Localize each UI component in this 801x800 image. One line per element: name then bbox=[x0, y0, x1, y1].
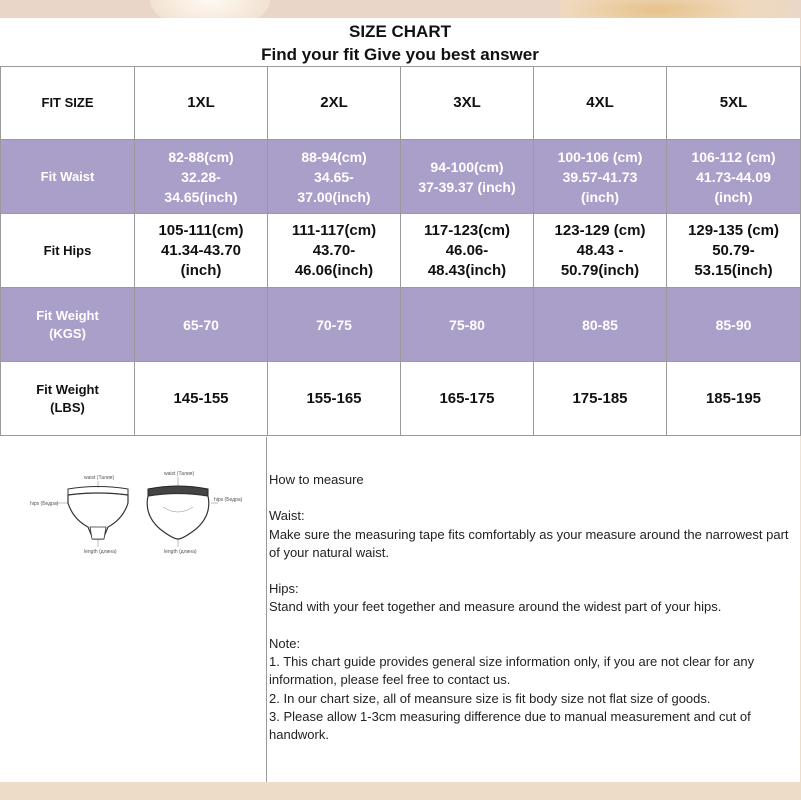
note-3: 3. Please allow 1-3cm measuring difference due to manual measurement and cut of handwork. bbox=[269, 708, 751, 743]
table-cell-line: 32.28- bbox=[181, 168, 221, 185]
table-cell bbox=[135, 214, 268, 288]
table-cell-line: 48.43 - bbox=[576, 241, 624, 259]
table-cell-line: 185-195 bbox=[705, 389, 762, 407]
row-label-line: (LBS) bbox=[50, 399, 85, 415]
table-cell bbox=[667, 288, 801, 362]
table-row bbox=[1, 288, 801, 362]
title-block bbox=[0, 18, 800, 66]
table-cell-line: (inch) bbox=[180, 261, 222, 279]
row-label-line: Fit Weight bbox=[36, 307, 99, 323]
table-cell bbox=[667, 214, 801, 288]
row-label bbox=[1, 362, 135, 436]
table-cell bbox=[534, 214, 667, 288]
waist-label-left: waist (Талия) bbox=[84, 475, 115, 481]
waist-text: Make sure the measuring tape fits comfortably as your measure around the narrowest part of your natural waist. bbox=[269, 526, 789, 560]
table-cell bbox=[135, 140, 268, 214]
table-cell-line: 46.06- bbox=[445, 241, 489, 259]
chart-subtitle: Find your fit Give you best answer bbox=[261, 45, 539, 64]
hips-label-left: hips (Бедра) bbox=[30, 501, 59, 507]
table-cell bbox=[534, 140, 667, 214]
table-cell-line: 129-135 (cm) bbox=[688, 221, 779, 239]
table-cell bbox=[401, 288, 534, 362]
row-label bbox=[1, 214, 135, 288]
instructions bbox=[269, 471, 797, 745]
table-cell-line: 37-39.37 (inch) bbox=[418, 178, 516, 195]
table-cell bbox=[268, 140, 401, 214]
table-cell-line: 43.70- bbox=[312, 241, 356, 259]
table-cell-line: 117-123(cm) bbox=[424, 221, 510, 239]
size-header-4xl: 4XL bbox=[534, 67, 667, 140]
table-cell-line: 34.65(inch) bbox=[164, 188, 238, 205]
table-cell-line: 48.43(inch) bbox=[427, 261, 507, 279]
waist-label-right: waist (Талия) bbox=[164, 471, 195, 477]
table-cell-line: 80-85 bbox=[582, 316, 618, 333]
table-cell-line: 88-94(cm) bbox=[301, 148, 367, 165]
table-cell bbox=[401, 362, 534, 436]
table-cell bbox=[401, 214, 534, 288]
chart-title: SIZE CHART bbox=[349, 22, 451, 41]
table-cell-line: 82-88(cm) bbox=[168, 148, 234, 165]
table-row bbox=[1, 362, 801, 436]
table-cell bbox=[268, 214, 401, 288]
table-cell-line: (inch) bbox=[580, 188, 620, 205]
table-cell bbox=[534, 362, 667, 436]
table-cell bbox=[268, 288, 401, 362]
table-row bbox=[1, 140, 801, 214]
table-cell-line: 155-165 bbox=[306, 389, 362, 407]
table-cell-line: 100-106 (cm) bbox=[557, 148, 643, 165]
hips-text: Stand with your feet together and measure around the widest part of your hips. bbox=[269, 599, 722, 615]
table-cell-line: 123-129 (cm) bbox=[554, 221, 646, 239]
hips-title: Hips: bbox=[269, 581, 299, 597]
table-cell-line: (inch) bbox=[714, 188, 753, 205]
how-to-measure: How to measure bbox=[269, 472, 364, 487]
row-label-line: Fit Waist bbox=[40, 168, 95, 184]
waist-title: Waist: bbox=[269, 508, 305, 524]
brief-front-icon bbox=[56, 481, 128, 547]
size-header-1xl: 1XL bbox=[135, 67, 268, 140]
table-cell-line: 111-117(cm) bbox=[291, 221, 377, 239]
length-label-right: length (длина) bbox=[164, 549, 197, 555]
table-cell bbox=[268, 362, 401, 436]
header-row bbox=[1, 67, 801, 140]
size-header-3xl: 3XL bbox=[401, 67, 534, 140]
note-1: 1. This chart guide provides general size information only, if you are not clear for any information, please feel free to contact us. bbox=[269, 654, 755, 688]
size-chart-sheet bbox=[0, 18, 800, 782]
table-cell-line: 53.15(inch) bbox=[694, 261, 773, 279]
table-cell-line: 65-70 bbox=[183, 316, 219, 333]
fit-size-header: FIT SIZE bbox=[1, 67, 135, 140]
table-cell bbox=[135, 288, 268, 362]
table-cell bbox=[667, 362, 801, 436]
table-cell-line: 105-111(cm) bbox=[158, 221, 244, 239]
table-cell bbox=[401, 140, 534, 214]
table-cell-line: 94-100(cm) bbox=[430, 158, 504, 175]
hips-label-right: hips (Бедра) bbox=[214, 497, 243, 503]
table-cell bbox=[534, 288, 667, 362]
table-cell-line: 46.06(inch) bbox=[294, 261, 374, 279]
length-label-left: length (длина) bbox=[84, 549, 117, 555]
table-cell-line: 50.79- bbox=[712, 241, 755, 259]
table-cell-line: 106-112 (cm) bbox=[691, 148, 776, 165]
table-cell-line: 75-80 bbox=[449, 316, 485, 333]
size-header-2xl: 2XL bbox=[268, 67, 401, 140]
table-cell-line: 39.57-41.73 bbox=[562, 168, 638, 185]
row-label-line: (KGS) bbox=[49, 325, 86, 341]
table-cell-line: 70-75 bbox=[316, 316, 352, 333]
table-cell bbox=[135, 362, 268, 436]
note-2: 2. In our chart size, all of meansure size is fit body size not flat size of goods. bbox=[269, 690, 711, 706]
size-header-5xl: 5XL bbox=[667, 67, 801, 140]
table-cell-line: 34.65- bbox=[314, 168, 354, 185]
row-label bbox=[1, 288, 135, 362]
table-cell-line: 175-185 bbox=[572, 389, 628, 407]
note-title: Note: bbox=[269, 635, 301, 651]
brief-back-icon bbox=[147, 477, 218, 547]
row-label-line: Fit Hips bbox=[43, 242, 92, 258]
row-label-line: Fit Weight bbox=[36, 381, 99, 397]
table-cell-line: 37.00(inch) bbox=[297, 188, 371, 205]
underwear-diagram bbox=[28, 467, 243, 557]
table-cell bbox=[667, 140, 801, 214]
table-cell-line: 50.79(inch) bbox=[560, 261, 640, 279]
table-cell-line: 41.34-43.70 bbox=[160, 241, 242, 259]
table-cell-line: 41.73-44.09 bbox=[696, 168, 771, 185]
table-row bbox=[1, 214, 801, 288]
size-table bbox=[0, 66, 801, 436]
table-cell-line: 165-175 bbox=[439, 389, 495, 407]
row-label bbox=[1, 140, 135, 214]
table-cell-line: 85-90 bbox=[715, 316, 752, 333]
measure-guide bbox=[0, 437, 800, 782]
table-cell-line: 145-155 bbox=[173, 389, 229, 407]
diagram-pane bbox=[0, 437, 267, 782]
